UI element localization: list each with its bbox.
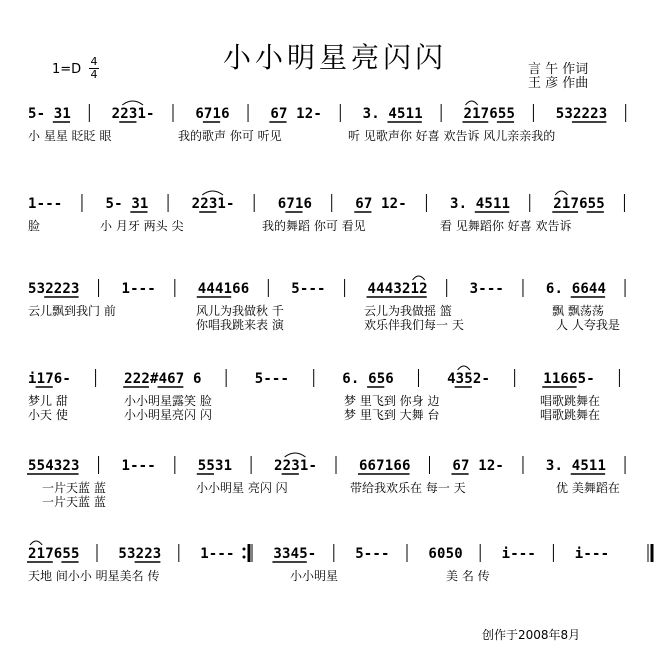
note: 2 [581,106,590,122]
note: 5 [555,106,565,122]
lyric-line: 小 星星 眨眨 眼 [28,129,112,143]
note: - [510,546,519,562]
note: - [53,196,63,212]
note: - [138,281,148,297]
note: 1 [381,196,390,212]
lyric-line-verse-2: 一片天蓝 蓝 [42,495,106,509]
note: 2 [124,371,133,387]
note: - [226,196,235,212]
note: 5 [291,281,300,297]
note: 3 [127,546,136,562]
note: 6 [192,371,202,387]
lyric-line-verse-2: 唱歌跳舞在 [540,408,601,422]
note: 5 [580,458,589,474]
note: # [149,371,159,387]
note: 1 [478,458,487,474]
note: 3 [282,546,291,562]
note: 5 [587,196,597,212]
lyric-line: 我的舞蹈 你可 看见 [262,219,366,233]
note: 2 [419,281,428,297]
note: 7 [461,458,470,474]
note: 2 [463,106,472,122]
note: - [307,546,317,562]
note: 1 [200,546,209,562]
note: 4 [384,281,394,297]
note: 5 [464,371,473,387]
note: 6 [221,106,230,122]
note: - [130,458,139,474]
note: - [147,458,156,474]
note: . [458,196,468,212]
note: 1 [137,106,146,122]
note: 5 [118,546,127,562]
note: 6 [571,281,581,297]
note: 6 [270,106,279,122]
note: 1 [217,196,226,212]
note: 5 [577,371,587,387]
note: 3 [273,546,282,562]
note: 4 [206,281,215,297]
note: i [574,546,584,562]
note: 1 [294,196,304,212]
note: - [495,281,504,297]
note: 3 [152,546,162,562]
note: - [495,458,504,474]
note: . [371,106,380,122]
note: - [586,371,595,387]
note: 2 [401,281,411,297]
note: 2 [62,281,71,297]
repeat-dot [243,548,246,551]
note: 3 [545,458,555,474]
lyric-line: 优 美舞蹈在 [556,481,620,495]
note: 1 [299,458,309,474]
note: 6 [579,196,588,212]
note: 6 [367,458,376,474]
note: - [147,281,156,297]
note: - [527,546,536,562]
note: 1 [561,196,571,212]
lyric-line: 看 见舞蹈你 好喜 欢告诉 [440,219,572,233]
note: - [130,281,139,297]
tie-slur [458,366,470,370]
note: 6 [452,458,461,474]
note: 6 [393,458,402,474]
song-title: 小小明星亮闪闪 [222,41,447,74]
note: 7 [570,196,579,212]
note: 4 [367,281,376,297]
tie-slur [30,541,42,545]
lyric-line-verse-2: 梦 里飞到 大舞 台 [344,408,440,422]
note: 2 [28,546,37,562]
note: 6 [53,371,63,387]
note: 1 [36,371,46,387]
lyric-line: 云儿飘到我门 前 [28,304,116,318]
key-signature: 1=D [52,62,82,77]
note: 6 [489,106,498,122]
note: 7 [363,196,373,212]
note: 1 [410,281,419,297]
note: 3 [455,371,465,387]
note: 3 [469,281,479,297]
note: - [208,546,218,562]
note: 2 [486,458,496,474]
tie-slur [285,453,306,457]
note: 2 [144,546,153,562]
note: i [501,546,511,562]
note: 4 [376,281,385,297]
note: 6 [385,371,394,387]
note: - [478,281,487,297]
note: 2 [45,281,54,297]
note: 4 [45,458,54,474]
note: 5 [299,546,308,562]
note: 2 [111,106,121,122]
note: 1 [501,196,511,212]
note: 1 [588,458,598,474]
lyric-line: 小小明星 亮闪 闪 [196,481,288,495]
note: 5 [197,458,207,474]
note: - [226,546,235,562]
note: 2 [282,458,292,474]
lyric-line: 梦 里飞到 你身 边 [344,394,440,408]
note: 4 [597,281,606,297]
lyric-line: 唱歌跳舞在 [540,394,601,408]
note: 4 [388,106,397,122]
note: 1 [296,106,305,122]
lyric-line-verse-2: 小小明星亮闪 闪 [124,408,212,422]
note: 4 [475,196,485,212]
note: 7 [278,106,288,122]
note: - [398,196,407,212]
note: 2 [135,546,145,562]
note: 4 [290,546,300,562]
note: 1 [492,196,502,212]
note: 2 [553,196,562,212]
note: - [317,281,326,297]
note: 6 [303,196,312,212]
note: 2 [191,196,201,212]
note: 2 [274,458,283,474]
note: 1 [472,106,481,122]
repeat-dot [243,556,246,559]
note: 5 [28,106,37,122]
note: 3 [393,281,402,297]
lyricist-credit: 言 午 作词 [528,62,589,77]
note: 6 [232,281,241,297]
lyric-line-verse-2: 欢乐伴我们每一 天 [364,318,464,332]
lyric-line: 我的歌声 你可 听见 [178,129,282,143]
tie-slur [555,191,567,195]
note: 7 [175,371,185,387]
lyric-line: 天地 间小小 明星美名 传 [28,569,160,583]
note: 1 [414,106,423,122]
note: 0 [437,546,446,562]
note: - [583,546,592,562]
time-signature-bottom: 4 [90,68,98,81]
note: 4 [158,371,168,387]
note: 7 [286,196,295,212]
note: 2 [389,196,399,212]
note: 1 [223,458,233,474]
note: 6 [167,371,176,387]
note: 3 [53,458,63,474]
lyric-line-verse-2: 你唱我跳来表 演 [196,318,284,332]
note: 6 [240,281,250,297]
note: 7 [45,546,54,562]
note: - [308,458,317,474]
note: 6 [195,106,204,122]
note: i [28,371,37,387]
note: 3 [71,458,80,474]
note: 5 [254,371,264,387]
note: . [554,458,563,474]
note: - [138,458,148,474]
lyric-line: 云儿为我做摇 篮 [364,304,452,318]
note: - [600,546,610,562]
note: 3 [131,196,140,212]
note: 2 [132,371,142,387]
note: 5 [28,458,37,474]
note: 2 [141,371,150,387]
note: 6 [358,458,368,474]
note: 6 [545,281,555,297]
note: 3 [128,106,138,122]
lyric-line: 听 见歌声你 好喜 欢告诉 风儿亲亲我的 [348,129,556,143]
note: 1 [121,281,130,297]
note: - [372,546,381,562]
note: 6 [368,371,377,387]
note: - [62,371,71,387]
note: 3 [214,458,224,474]
note: 5 [71,546,80,562]
note: 3 [291,458,300,474]
lyric-line-verse-2: 小天 使 [28,408,68,422]
tie-slur [122,101,143,105]
lyric-line: 飘 飘荡荡 [552,304,604,318]
note: - [481,371,490,387]
lyric-line: 小小明星露笑 脸 [124,394,212,408]
lyric-line: 小 月牙 两头 尖 [100,219,184,233]
note: 5 [206,458,215,474]
note: 5 [62,546,71,562]
note: 7 [45,371,54,387]
note: - [592,546,601,562]
tie-slur [413,276,425,280]
note: 2 [62,458,71,474]
tie-slur [465,101,477,105]
note: - [518,546,528,562]
note: 5 [28,281,37,297]
lyric-line: 带给我欢乐在 每一 天 [350,481,466,495]
note: 3 [564,106,573,122]
note: 4 [588,281,598,297]
note: 1 [405,106,415,122]
lyric-line: 风儿为我做秋 千 [196,304,284,318]
note: 2 [472,371,482,387]
note: 2 [590,106,599,122]
note: - [36,196,46,212]
note: 7 [480,106,490,122]
note: 5 [445,546,455,562]
note: 5 [497,106,507,122]
composition-date: 创作于2008年8月 [482,628,581,642]
note: - [271,371,281,387]
note: . [554,281,563,297]
note: 3 [36,281,46,297]
note: 5 [484,196,493,212]
note: 6 [569,371,578,387]
note: - [36,106,46,122]
note: - [381,546,390,562]
note: 2 [200,196,209,212]
note: - [146,106,155,122]
note: 1 [597,458,606,474]
lyric-line: 梦儿 甜 [28,394,68,408]
note: 1 [212,106,221,122]
note: 2 [572,106,582,122]
note: 4 [214,281,224,297]
note: - [263,371,272,387]
note: 1 [121,458,130,474]
lyric-line: 脸 [28,219,41,233]
note: 4 [197,281,207,297]
note: 6 [53,546,63,562]
note: 7 [203,106,213,122]
note: 1 [28,196,37,212]
note: - [217,546,226,562]
note: 3 [449,196,459,212]
note: 2 [120,106,129,122]
note: - [308,281,317,297]
note: 6 [428,546,437,562]
lyric-line-verse-2: 人 人夸我是 [556,318,620,332]
lyric-line: 小小明星 [290,569,339,583]
note: 4 [571,458,581,474]
note: 1 [223,281,233,297]
time-signature-top: 4 [90,55,98,68]
note: 0 [454,546,463,562]
note: 2 [53,281,63,297]
note: - [299,281,309,297]
note: 3 [71,281,80,297]
lyric-line: 美 名 传 [446,569,490,583]
note: 6 [342,371,351,387]
note: 1 [139,196,149,212]
note: 5 [397,106,406,122]
note: 7 [376,458,385,474]
note: 4 [447,371,456,387]
note: 3 [208,196,218,212]
note: 5 [105,196,114,212]
note: 6 [355,196,364,212]
note: 6 [277,196,287,212]
note: 5 [355,546,364,562]
composer-credit: 王 彦 作曲 [528,76,589,91]
note: 6 [401,458,411,474]
tie-slur [202,191,223,195]
note: - [313,106,322,122]
note: 3 [362,106,372,122]
note: - [363,546,373,562]
note: 1 [551,371,561,387]
note: 1 [543,371,552,387]
note: 5 [376,371,386,387]
note: 3 [53,106,63,122]
note: 5 [596,196,605,212]
note: . [350,371,360,387]
note: - [45,196,54,212]
note: 6 [580,281,589,297]
lyric-line: 一片天蓝 蓝 [42,481,106,495]
note: 1 [384,458,394,474]
note: - [114,196,123,212]
note: 3 [598,106,608,122]
note: 1 [62,106,71,122]
note: 5 [506,106,515,122]
note: - [280,371,289,387]
note: - [486,281,496,297]
note: 1 [36,546,46,562]
note: 2 [304,106,314,122]
note: 5 [36,458,46,474]
note: 6 [560,371,569,387]
